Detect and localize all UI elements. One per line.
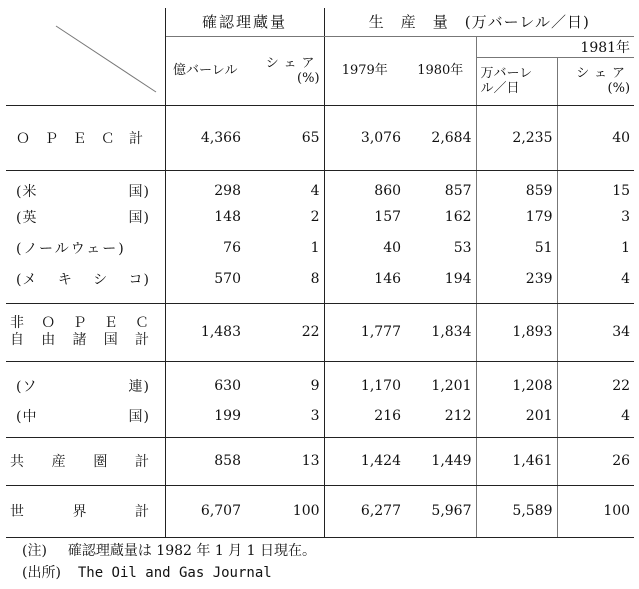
col-share-line2: (%) — [297, 70, 320, 86]
table-row-mexico — [6, 263, 634, 303]
cell-1980: 162 — [444, 208, 472, 225]
cell-1979: 1,777 — [324, 303, 405, 361]
cell-share: 3 — [245, 401, 324, 437]
table-row-norway — [6, 232, 634, 263]
source-label: (出所) — [22, 565, 61, 581]
cell-1980: 212 — [405, 401, 476, 437]
col-1981-unit-line2: ル／日 — [480, 81, 520, 96]
cell-1979: 146 — [324, 263, 405, 303]
corner-diagonal — [6, 8, 165, 102]
cell-1981: 1,461 — [476, 437, 557, 485]
cell-1979: 1,170 — [324, 361, 405, 401]
cell-1979: 3,076 — [324, 105, 405, 170]
cell-reserves: 4,366 — [165, 105, 245, 170]
col-1981-unit — [476, 57, 557, 105]
row-label: 非 Ｏ Ｐ Ｅ Ｃ 自 由 諸 国 計 — [6, 303, 165, 361]
row-label: (ノールウェー) — [6, 232, 165, 263]
cell-1980: 1,834 — [405, 303, 476, 361]
cell-share: 8 — [245, 263, 324, 303]
corner-cell — [6, 8, 165, 105]
cell-reserves: 570 — [165, 263, 245, 303]
cell-1981-share: 22 — [557, 361, 634, 401]
cell-1981: 51 — [476, 232, 557, 263]
table-notes — [22, 540, 316, 584]
cell-1981: 179 — [476, 201, 557, 232]
cell-share: 4 — [310, 182, 320, 199]
cell-1979: 1,424 — [324, 437, 405, 485]
cell-share: 100 — [245, 485, 324, 537]
cell-reserves: 858 — [165, 437, 245, 485]
cell-share: 1 — [310, 239, 320, 256]
cell-share: 9 — [310, 378, 320, 395]
cell-reserves: 298 — [214, 182, 241, 199]
cell-share: 65 — [245, 105, 324, 170]
cell-1981-share: 1 — [557, 232, 634, 263]
header-row-1 — [6, 8, 634, 36]
cell-reserves: 148 — [214, 208, 241, 225]
col-1981-unit-line1: 万バーレ — [480, 66, 533, 81]
col-1981-share-line1: シェア — [576, 66, 631, 81]
cell-1980: 1,201 — [431, 378, 472, 395]
cell-1981-share: 40 — [557, 105, 634, 170]
table-row-china — [6, 401, 634, 437]
col-1981-share — [557, 57, 634, 105]
col-1981-share-line2: (%) — [607, 81, 631, 96]
cell-1980: 857 — [444, 182, 472, 199]
row-label: (英 国) — [6, 201, 165, 232]
table-row-opec — [6, 105, 634, 170]
cell-share: 13 — [245, 437, 324, 485]
cell-1980: 53 — [453, 239, 472, 256]
table-row-world-total — [6, 485, 634, 537]
row-label: (メ キ シ コ) — [6, 263, 165, 303]
cell-reserves: 76 — [223, 239, 241, 256]
source-text: The Oil and Gas Journal — [77, 565, 272, 581]
oil-statistics-table — [6, 8, 634, 538]
cell-share: 2 — [310, 208, 320, 225]
table-row-ussr — [6, 361, 634, 401]
col-share — [245, 36, 324, 105]
cell-1979: 6,277 — [324, 485, 405, 537]
cell-1979: 216 — [324, 401, 405, 437]
cell-1980: 2,684 — [405, 105, 476, 170]
note-line — [22, 540, 316, 562]
table-row-uk — [6, 201, 634, 232]
col-reserves-bbl: 億バーレル — [165, 36, 245, 105]
row-label: 共 産 圏 計 — [6, 437, 165, 485]
cell-1981: 5,589 — [476, 485, 557, 537]
cell-1979: 157 — [324, 201, 405, 232]
reserves-title: 確認理蔵量 — [165, 8, 324, 36]
production-title: 生 産 量 (万バーレル／日) — [324, 8, 634, 36]
year-1981: 1981年 — [476, 36, 634, 57]
cell-1981-share: 100 — [557, 485, 634, 537]
table-row-non-opec — [6, 303, 634, 361]
col-1979: 1979年 — [324, 36, 405, 105]
cell-1979: 860 — [324, 170, 405, 201]
cell-1981-share: 34 — [557, 303, 634, 361]
cell-share: 22 — [245, 303, 324, 361]
cell-1981-share: 3 — [557, 201, 634, 232]
cell-1981-share: 4 — [557, 263, 634, 303]
cell-1981: 2,235 — [476, 105, 557, 170]
cell-1979: 40 — [324, 232, 405, 263]
cell-1981: 859 — [476, 170, 557, 201]
note-text: 確認理蔵量は 1982 年 1 月 1 日現在。 — [67, 543, 316, 559]
col-1980: 1980年 — [405, 36, 476, 105]
cell-reserves: 199 — [165, 401, 245, 437]
row-label: Ｏ Ｐ Ｅ Ｃ 計 — [6, 105, 165, 170]
row-label: (ソ 連) — [6, 361, 165, 401]
row-label: 世 界 計 — [6, 485, 165, 537]
row-label: (中 国) — [6, 401, 165, 437]
cell-1981-share: 4 — [557, 401, 634, 437]
cell-1981: 239 — [476, 263, 557, 303]
cell-1980: 1,449 — [405, 437, 476, 485]
cell-1981-share: 26 — [557, 437, 634, 485]
cell-reserves: 6,707 — [165, 485, 245, 537]
row-label: (米 国) — [6, 170, 165, 201]
cell-1981: 1,208 — [476, 361, 557, 401]
cell-1980: 5,967 — [405, 485, 476, 537]
col-share-line1: シェア — [265, 55, 320, 71]
cell-1980: 194 — [405, 263, 476, 303]
cell-reserves: 630 — [214, 378, 241, 395]
cell-1981-share: 15 — [557, 170, 634, 201]
cell-1981: 201 — [476, 401, 557, 437]
table-row-communist-bloc — [6, 437, 634, 485]
cell-reserves: 1,483 — [165, 303, 245, 361]
note-label: (注) — [22, 543, 47, 559]
cell-1981: 1,893 — [476, 303, 557, 361]
source-line — [22, 562, 316, 584]
table-row-us — [6, 170, 634, 201]
